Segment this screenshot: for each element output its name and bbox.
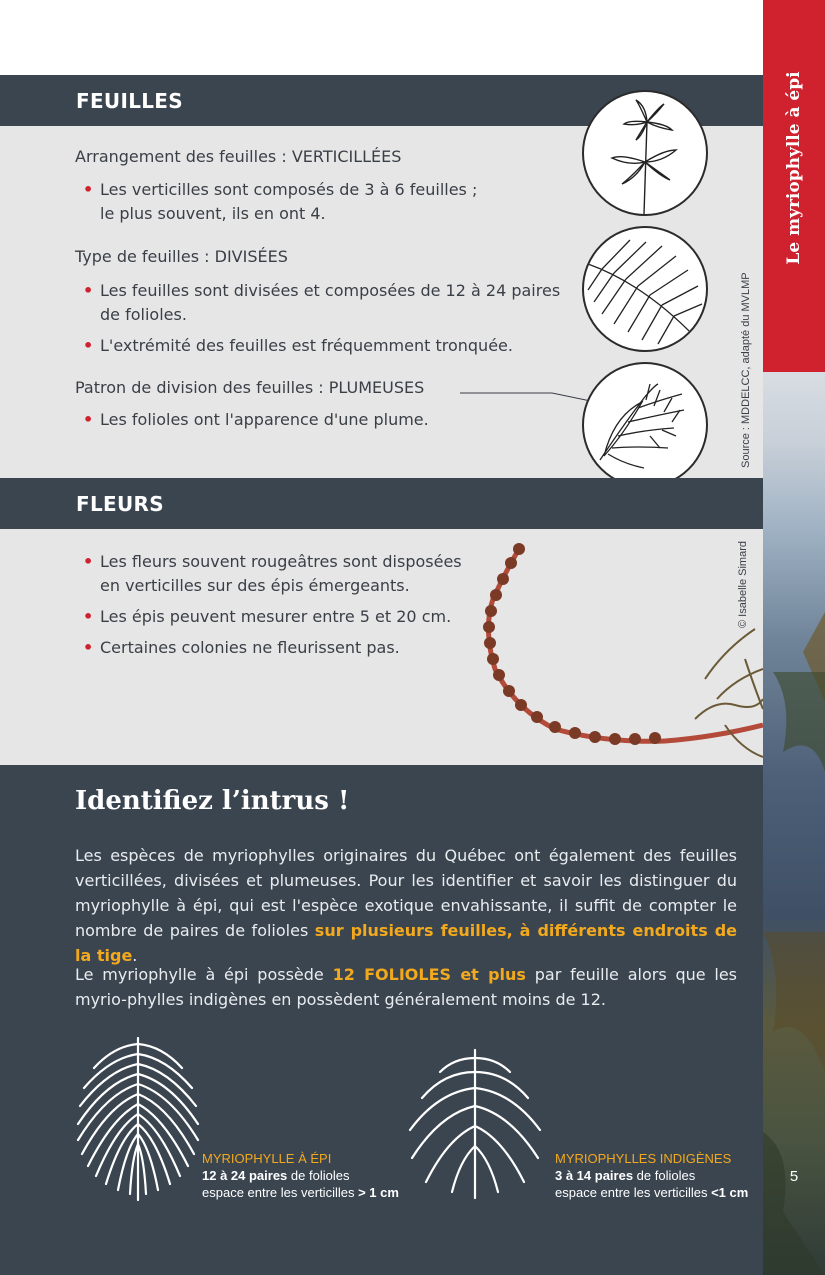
arrangement-label: Arrangement des feuilles : VERTICILLÉES [75,147,402,166]
leaf-epi-pairs [202,1167,399,1184]
sidebar [763,0,825,1275]
leaf-epi-label [202,1150,399,1201]
p2-highlight: 12 FOLIOLES et plus [332,965,526,984]
patron-label: Patron de division des feuilles : PLUMEUSES [75,378,425,397]
intrus-title: Identifiez l’intrus ! [75,786,350,816]
type-label: Type de feuilles : DIVISÉES [75,247,288,266]
fleurs-bullet-1-line1: • Les fleurs souvent rougeâtres sont disposées [100,550,462,574]
leaf-epi-space-text: espace entre les verticilles [202,1185,359,1200]
intrus-paragraph-1 [75,843,737,968]
leaf-indigenes-space [555,1184,748,1201]
leaf-indigenes-pairs [555,1167,748,1184]
leaf-epi-space [202,1184,399,1201]
feuilles-credit: Source : MDDELCC, adapté du MVLMP [740,272,752,468]
sidebar-lake-photo [763,372,825,1275]
patron-bullet: • Les folioles ont l'apparence d'une plume. [100,408,429,432]
sidebar-title: Le myriophylle à épi [784,71,804,265]
leaf-epi-illustration [74,1028,202,1204]
arrangement-bullet-line1: • Les verticilles sont composés de 3 à 6 feuilles ; [100,178,477,202]
leaf-indigenes-pairs-bold: 3 à 14 paires [555,1168,634,1183]
fleurs-bullet-2: • Les épis peuvent mesurer entre 5 et 20 cm. [100,605,451,629]
p1-end: . [132,946,138,965]
fleurs-header-label: FLEURS [76,492,164,516]
leaf-indigenes-illustration [402,1042,548,1200]
fleurs-bullet-3: • Certaines colonies ne fleurissent pas. [100,636,400,660]
fleurs-header [0,478,763,529]
arrangement-bullet-line2: le plus souvent, ils en ont 4. [100,204,326,223]
p1-text: Les espèces de myriophylles originaires du Québec ont également des feuilles verticillées, divisées et plumeuses. Pour les identifier et savoir les distinguer du myriophylle à épi, qui est l'espèce exotique envahissante, il suffit de compter le nombre de paires de folioles [75,846,737,940]
type-bullet-1-line1: • Les feuilles sont divisées et composées de 12 à 24 paires [100,279,560,303]
myriophylle-stalk-photo [455,529,763,765]
p2-text-end: par feuille alors que les myrio-phylles indigènes en possèdent généralement moins de 12. [75,965,738,1009]
leaf-epi-title: MYRIOPHYLLE À ÉPI [202,1151,332,1166]
fleurs-bullet-1-line2: en verticilles sur des épis émergeants. [100,576,410,595]
intrus-paragraph-2 [75,962,737,1012]
plumeuse-illustration [582,362,708,488]
leaf-indigenes-pairs-rest: de folioles [633,1168,696,1183]
page-number: 5 [789,1168,799,1185]
leaf-indigenes-space-text: espace entre les verticilles [555,1185,712,1200]
verticille-illustration [582,90,708,216]
leaf-epi-pairs-rest: de folioles [287,1168,350,1183]
feuille-divisee-illustration [582,226,708,352]
fleurs-credit: © Isabelle Simard [737,541,749,628]
leaf-indigenes-space-bold: <1 cm [711,1185,749,1200]
p2-text: Le myriophylle à épi possède [75,965,333,984]
leaf-indigenes-title: MYRIOPHYLLES INDIGÈNES [555,1151,732,1166]
p1-highlight: sur plusieurs feuilles, à différents endroits de la tige [75,921,738,965]
type-bullet-1-line2: de folioles. [100,305,187,324]
type-bullet-2: • L'extrémité des feuilles est fréquemment tronquée. [100,334,513,358]
feuilles-header-label: FEUILLES [76,89,183,113]
leaf-epi-space-bold: > 1 cm [358,1185,399,1200]
leaf-epi-pairs-bold: 12 à 24 paires [202,1168,288,1183]
leaf-indigenes-label [555,1150,748,1201]
